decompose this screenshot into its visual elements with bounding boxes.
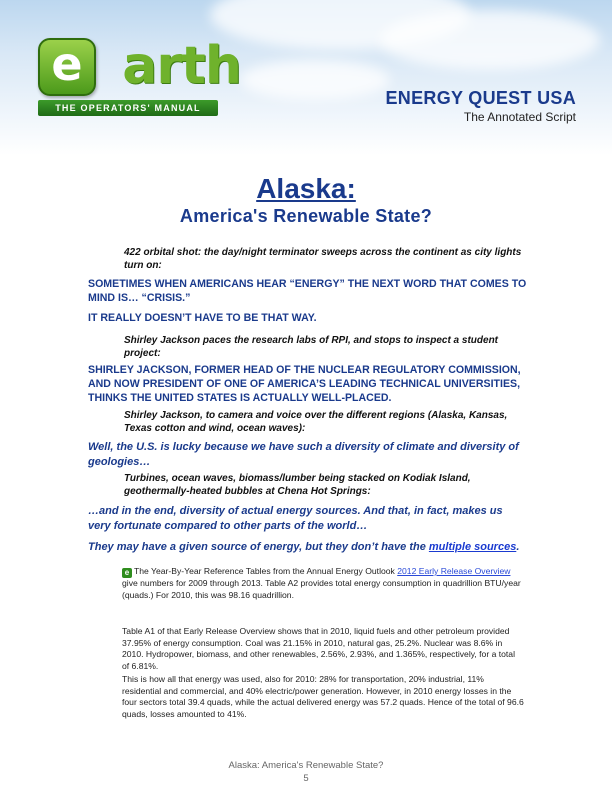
series-title: ENERGY QUEST USA: [385, 88, 576, 108]
interview-quote: …and in the end, diversity of actual energy sources. And that, in fact, makes us very fortunate compared to other parts of the world…: [88, 505, 503, 532]
earth-logo: [38, 36, 241, 120]
earth-annotation-icon: e: [122, 568, 132, 578]
narration-text: SOMETIMES WHEN AMERICANS HEAR “ENERGY” THE NEXT WORD THAT COMES TO MIND IS… “CRISIS.”: [88, 278, 527, 304]
early-release-overview-link[interactable]: 2012 Early Release Overview: [397, 566, 511, 576]
cloud-decoration: [380, 10, 600, 70]
footer-title: Alaska: America's Renewable State?: [228, 760, 384, 771]
earth-logo-icon: e: [38, 38, 96, 96]
annotation-note: e The Year-By-Year Reference Tables from the Annual Energy Outlook 2012 Early Release Overview give numbers for 2009 through 2013. Table A2 provides total energy consumption in quadrillion BTU/year (quads.) For 2010, this was 98.16 quadrillion.: [122, 566, 521, 600]
stage-direction: Shirley Jackson, to camera and voice over the different regions (Alaska, Kansas, Texas cotton and wind, ocean waves):: [124, 410, 508, 434]
page-title: Alaska:: [256, 173, 356, 204]
interview-quote: Well, the U.S. is lucky because we have such a diversity of climate and diversity of geologies…: [88, 441, 519, 468]
page-subtitle: America's Renewable State?: [179, 206, 433, 226]
earth-logo-wordmark: arth: [122, 36, 241, 96]
page-header: [0, 0, 612, 155]
cloud-decoration: [240, 60, 390, 100]
multiple-sources-link[interactable]: multiple sources: [428, 541, 517, 553]
annotation-note: This is how all that energy was used, also for 2010: 28% for transportation, 20% industrial, 11% residential and commercial, and 40% electric/power generation. However, in 2010 energy losses in the four sectors total 39.4 quads, while the actual delivered energy was 57.2 quads. Hence of the total of 96.6 quads, losses amounted to 41%.: [122, 674, 524, 719]
narration-text: SHIRLEY JACKSON, FORMER HEAD OF THE NUCLEAR REGULATORY COMMISSION, AND NOW PRESIDENT OF ONE OF AMERICA’S LEADING TECHNICAL UNIVERSITIES, THINKS THE UNITED STATES IS ACTUALLY WELL-PLACED.: [88, 364, 521, 404]
annotation-note: Table A1 of that Early Release Overview shows that in 2010, liquid fuels and other petroleum provided 37.95% of energy consumption. Coal was 21.15% in 2010, natural gas, 25.2%. Nuclear was 8.6% in 2010. Hydropower, biomass, and other renewables, 2.56%, 2.93%, and 1.365%, respectively, for a total of 6.81%.: [122, 626, 515, 671]
narration-text: IT REALLY DOESN’T HAVE TO BE THAT WAY.: [88, 312, 317, 324]
earth-logo-tagline: THE OPERATORS' MANUAL: [38, 100, 218, 116]
page-number: 5: [303, 773, 309, 784]
stage-direction: Turbines, ocean waves, biomass/lumber being stacked on Kodiak Island, geothermally-heated bubbles at Chena Hot Springs:: [124, 473, 471, 497]
interview-quote: They may have a given source of energy, but they don’t have the multiple sources.: [88, 541, 520, 553]
stage-direction: Shirley Jackson paces the research labs of RPI, and stops to inspect a student project:: [124, 335, 499, 359]
stage-direction: 422 orbital shot: the day/night terminator sweeps across the continent as city lights turn on:: [124, 247, 522, 271]
series-subtitle: The Annotated Script: [463, 110, 576, 124]
